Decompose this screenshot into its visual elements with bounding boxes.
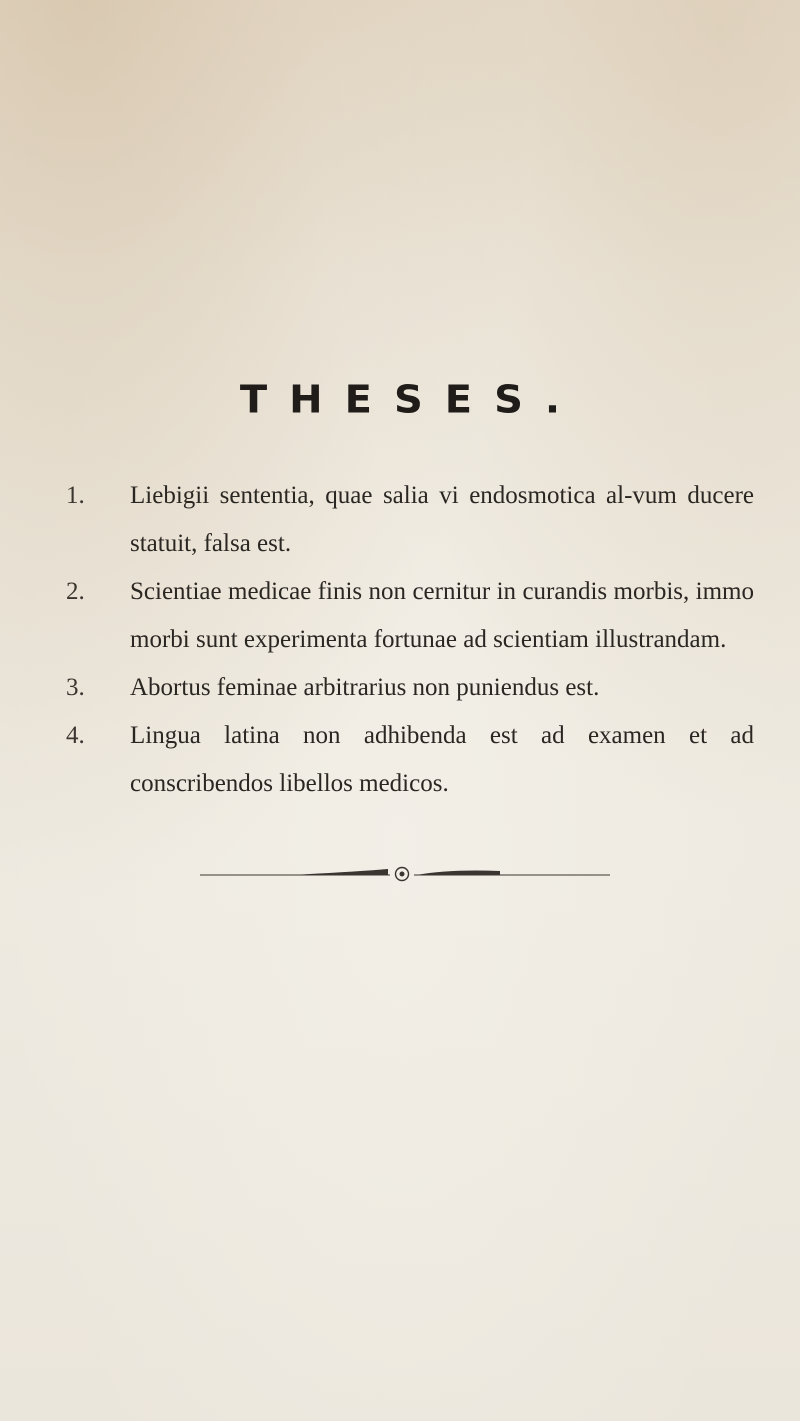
list-item bbox=[0, 568, 800, 664]
thesis-text: Abortus feminae arbitrarius non puniendus est. bbox=[130, 674, 600, 701]
thesis-number: 3. bbox=[66, 674, 85, 701]
thesis-number: 2. bbox=[66, 578, 85, 605]
thesis-text: Liebigii sententia, quae salia vi endosmotica al-vum ducere statuit, falsa est. bbox=[130, 482, 754, 557]
thesis-number: 1. bbox=[66, 482, 85, 509]
list-item bbox=[0, 712, 800, 808]
theses-list bbox=[0, 472, 800, 808]
thesis-number: 4. bbox=[66, 722, 85, 749]
thesis-text: Lingua latina non adhibenda est ad examen et ad conscribendos libellos medicos. bbox=[130, 722, 754, 797]
page-title: THESES. bbox=[239, 378, 583, 422]
rule-with-rosette-icon bbox=[200, 862, 610, 886]
list-item bbox=[0, 664, 800, 712]
thesis-text: Scientiae medicae finis non cernitur in curandis morbis, immo morbi sunt experimenta fortunae ad scientiam illustrandam. bbox=[130, 578, 754, 653]
list-item bbox=[0, 472, 800, 568]
